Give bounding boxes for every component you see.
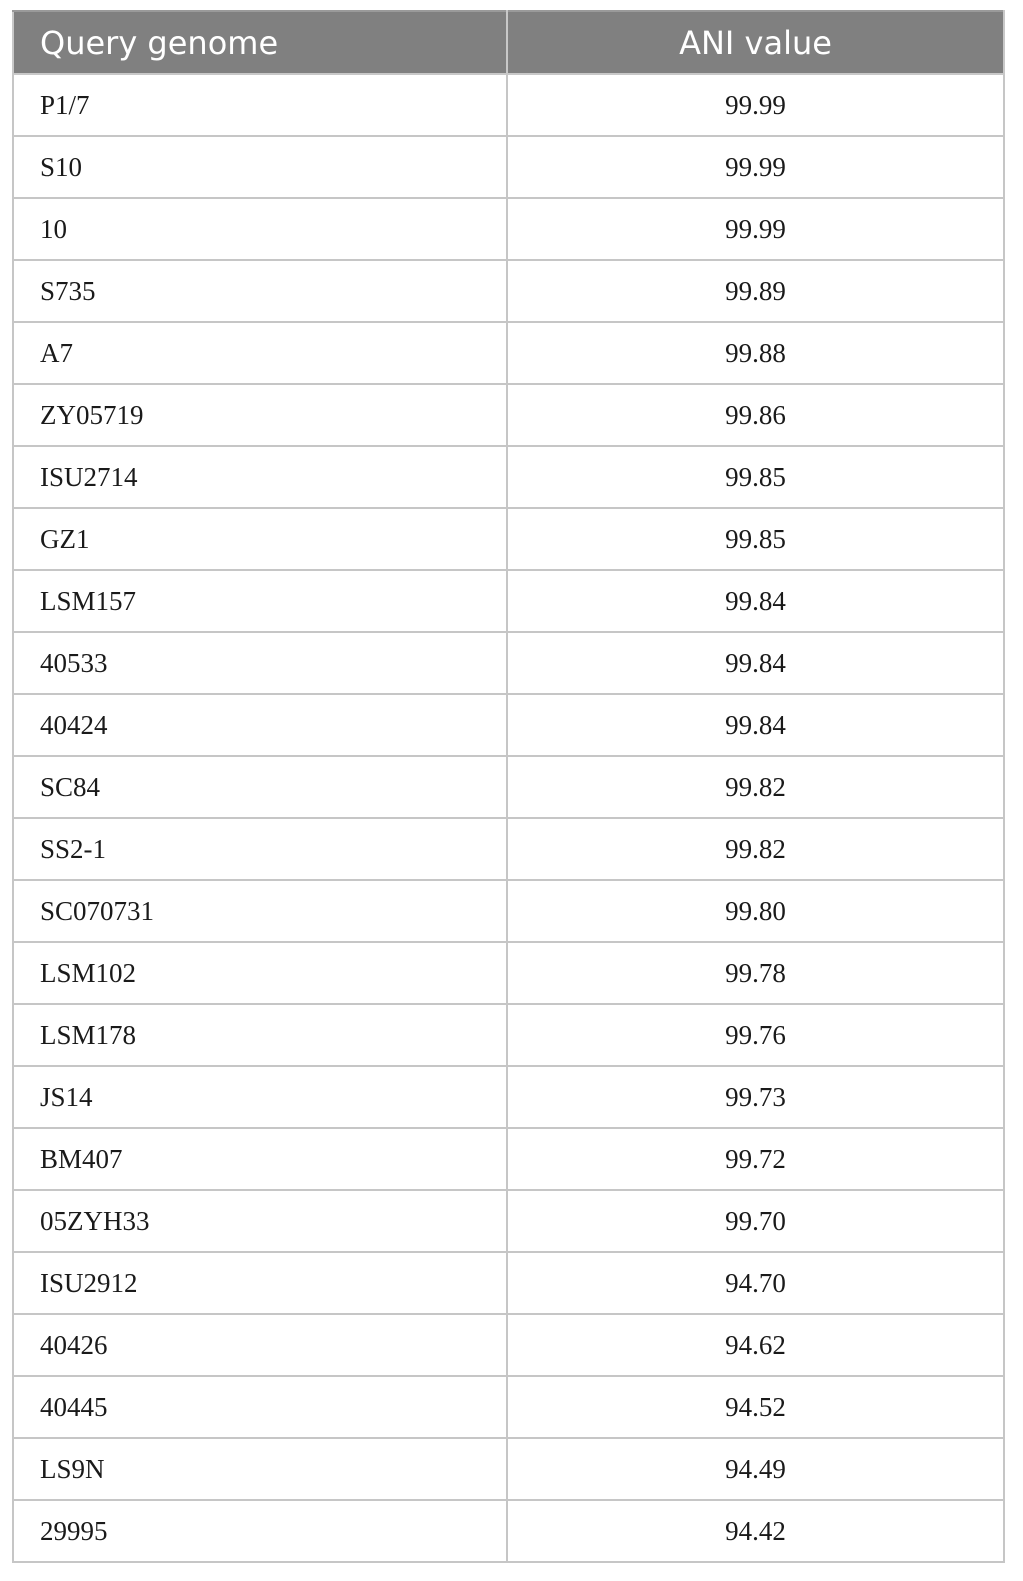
table-row [13,632,1004,694]
ani-value-cell: 99.88 [507,322,1004,384]
ani-value-cell: 99.82 [507,756,1004,818]
query-genome-cell: ISU2714 [13,446,507,508]
ani-value-cell: 99.86 [507,384,1004,446]
query-genome-cell: S10 [13,136,507,198]
query-genome-cell: 40424 [13,694,507,756]
table-row [13,384,1004,446]
table-row [13,1252,1004,1314]
table-row [13,1314,1004,1376]
ani-value-cell: 99.85 [507,508,1004,570]
query-genome-cell: 05ZYH33 [13,1190,507,1252]
query-genome-cell: LSM157 [13,570,507,632]
query-genome-cell: LSM102 [13,942,507,1004]
ani-value-cell: 99.72 [507,1128,1004,1190]
ani-value-cell: 99.76 [507,1004,1004,1066]
query-genome-cell: BM407 [13,1128,507,1190]
ani-value-cell: 99.84 [507,632,1004,694]
ani-table [12,10,1005,1563]
ani-value-cell: 94.42 [507,1500,1004,1562]
table-row [13,446,1004,508]
table-row [13,880,1004,942]
ani-value-cell: 99.78 [507,942,1004,1004]
ani-value-cell: 99.99 [507,136,1004,198]
query-genome-cell: 40426 [13,1314,507,1376]
query-genome-cell: SS2-1 [13,818,507,880]
query-genome-cell: A7 [13,322,507,384]
query-genome-cell: LS9N [13,1438,507,1500]
ani-value-cell: 94.52 [507,1376,1004,1438]
table-row [13,260,1004,322]
table-row [13,694,1004,756]
table-row [13,1190,1004,1252]
table-header [13,11,1004,74]
ani-value-cell: 94.49 [507,1438,1004,1500]
ani-value-cell: 99.82 [507,818,1004,880]
header-ani-value: ANI value [507,11,1004,74]
ani-value-cell: 99.85 [507,446,1004,508]
query-genome-cell: 40445 [13,1376,507,1438]
query-genome-cell: P1/7 [13,74,507,136]
header-row [13,11,1004,74]
query-genome-cell: ISU2912 [13,1252,507,1314]
ani-value-cell: 99.99 [507,198,1004,260]
ani-value-cell: 99.70 [507,1190,1004,1252]
table-row [13,322,1004,384]
query-genome-cell: GZ1 [13,508,507,570]
table-row [13,818,1004,880]
query-genome-cell: S735 [13,260,507,322]
table-row [13,198,1004,260]
table-row [13,1438,1004,1500]
table-row [13,1376,1004,1438]
table-row [13,1066,1004,1128]
table-row [13,756,1004,818]
ani-value-cell: 99.99 [507,74,1004,136]
query-genome-cell: LSM178 [13,1004,507,1066]
table-row [13,1128,1004,1190]
table-row [13,942,1004,1004]
query-genome-cell: SC84 [13,756,507,818]
table-body [13,74,1004,1562]
table-row [13,1004,1004,1066]
ani-value-cell: 99.89 [507,260,1004,322]
ani-value-cell: 94.62 [507,1314,1004,1376]
query-genome-cell: 10 [13,198,507,260]
query-genome-cell: SC070731 [13,880,507,942]
query-genome-cell: JS14 [13,1066,507,1128]
query-genome-cell: ZY05719 [13,384,507,446]
ani-value-cell: 99.84 [507,694,1004,756]
ani-value-cell: 94.70 [507,1252,1004,1314]
table-row [13,74,1004,136]
header-query-genome: Query genome [13,11,507,74]
ani-value-cell: 99.80 [507,880,1004,942]
ani-value-cell: 99.84 [507,570,1004,632]
table-row [13,570,1004,632]
ani-value-cell: 99.73 [507,1066,1004,1128]
query-genome-cell: 40533 [13,632,507,694]
table-row [13,508,1004,570]
table-row [13,1500,1004,1562]
query-genome-cell: 29995 [13,1500,507,1562]
table-row [13,136,1004,198]
